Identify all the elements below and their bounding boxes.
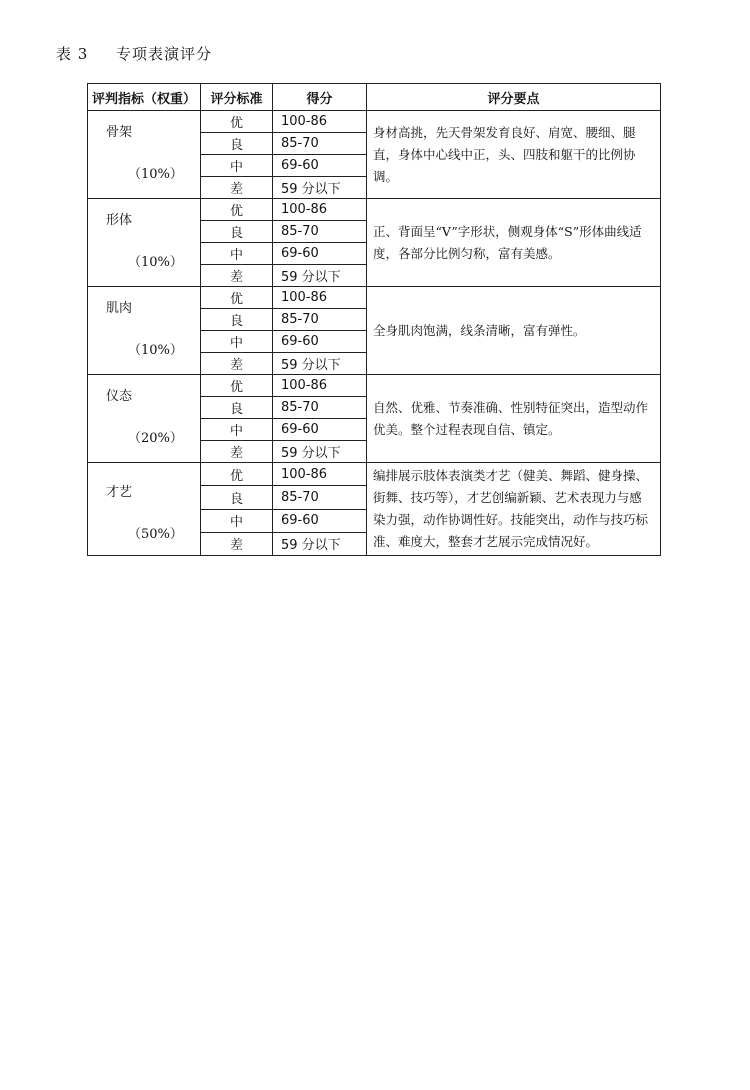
grade-label: 良 [201, 309, 273, 331]
indicator-name: 形体 [106, 213, 133, 228]
grade-label: 优 [201, 199, 273, 221]
score-range: 100-86 [273, 463, 367, 486]
indicator-name: 骨架 [106, 125, 133, 140]
grade-label: 差 [201, 532, 273, 555]
score-range: 100-86 [273, 111, 367, 133]
score-range: 85-70 [273, 309, 367, 331]
table-row [88, 199, 661, 221]
grade-label: 差 [201, 353, 273, 375]
score-range: 85-70 [273, 397, 367, 419]
indicator-cell [88, 287, 201, 375]
score-range: 69-60 [273, 419, 367, 441]
grade-label: 良 [201, 133, 273, 155]
scoring-points: 全身肌肉饱满，线条清晰，富有弹性。 [367, 287, 661, 375]
score-range: 69-60 [273, 155, 367, 177]
indicator-weight: （50%） [128, 527, 183, 542]
indicator-weight: （10%） [128, 167, 183, 182]
score-range: 85-70 [273, 133, 367, 155]
score-range: 59 分以下 [273, 177, 367, 199]
score-range: 59 分以下 [273, 353, 367, 375]
scoring-table [87, 83, 661, 556]
indicator-cell [88, 199, 201, 287]
grade-label: 差 [201, 177, 273, 199]
grade-label: 中 [201, 155, 273, 177]
score-range: 85-70 [273, 486, 367, 509]
header-points: 评分要点 [367, 84, 661, 111]
grade-label: 差 [201, 265, 273, 287]
score-range: 59 分以下 [273, 532, 367, 555]
score-range: 69-60 [273, 509, 367, 532]
table-row [88, 111, 661, 133]
score-range: 100-86 [273, 375, 367, 397]
indicator-cell [88, 375, 201, 463]
grade-label: 优 [201, 463, 273, 486]
header-row [88, 84, 661, 111]
scoring-points: 编排展示肢体表演类才艺（健美、舞蹈、健身操、街舞、技巧等），才艺创编新颖、艺术表现力与感染力强，动作协调性好。技能突出，动作与技巧标准、难度大，整套才艺展示完成情况好。 [367, 463, 661, 556]
score-range: 69-60 [273, 243, 367, 265]
indicator-name: 才艺 [106, 485, 133, 500]
scoring-points: 身材高挑，先天骨架发育良好、肩宽、腰细、腿直，身体中心线中正，头、四肢和躯干的比例协调。 [367, 111, 661, 199]
header-score: 得分 [273, 84, 367, 111]
table-row [88, 463, 661, 486]
indicator-name: 肌肉 [106, 301, 133, 316]
grade-label: 中 [201, 419, 273, 441]
grade-label: 中 [201, 243, 273, 265]
score-range: 100-86 [273, 199, 367, 221]
grade-label: 良 [201, 221, 273, 243]
grade-label: 优 [201, 287, 273, 309]
grade-label: 中 [201, 509, 273, 532]
score-range: 69-60 [273, 331, 367, 353]
table-number: 表 3 [56, 45, 89, 63]
header-indicator: 评判指标（权重） [88, 84, 201, 111]
indicator-cell [88, 111, 201, 199]
grade-label: 优 [201, 111, 273, 133]
scoring-points: 自然、优雅、节奏准确、性别特征突出，造型动作优美。整个过程表现自信、镇定。 [367, 375, 661, 463]
table-row [88, 287, 661, 309]
score-range: 59 分以下 [273, 265, 367, 287]
grade-label: 差 [201, 441, 273, 463]
grade-label: 优 [201, 375, 273, 397]
table-row [88, 375, 661, 397]
score-range: 59 分以下 [273, 441, 367, 463]
grade-label: 中 [201, 331, 273, 353]
score-range: 100-86 [273, 287, 367, 309]
grade-label: 良 [201, 486, 273, 509]
indicator-weight: （10%） [128, 255, 183, 270]
header-standard: 评分标准 [201, 84, 273, 111]
indicator-weight: （10%） [128, 343, 183, 358]
score-range: 85-70 [273, 221, 367, 243]
indicator-cell [88, 463, 201, 556]
indicator-name: 仪态 [106, 389, 133, 404]
scoring-points: 正、背面呈“V”字形状，侧观身体“S”形体曲线适度，各部分比例匀称，富有美感。 [367, 199, 661, 287]
grade-label: 良 [201, 397, 273, 419]
table-caption [56, 43, 212, 64]
table-title: 专项表演评分 [116, 45, 213, 63]
indicator-weight: （20%） [128, 431, 183, 446]
